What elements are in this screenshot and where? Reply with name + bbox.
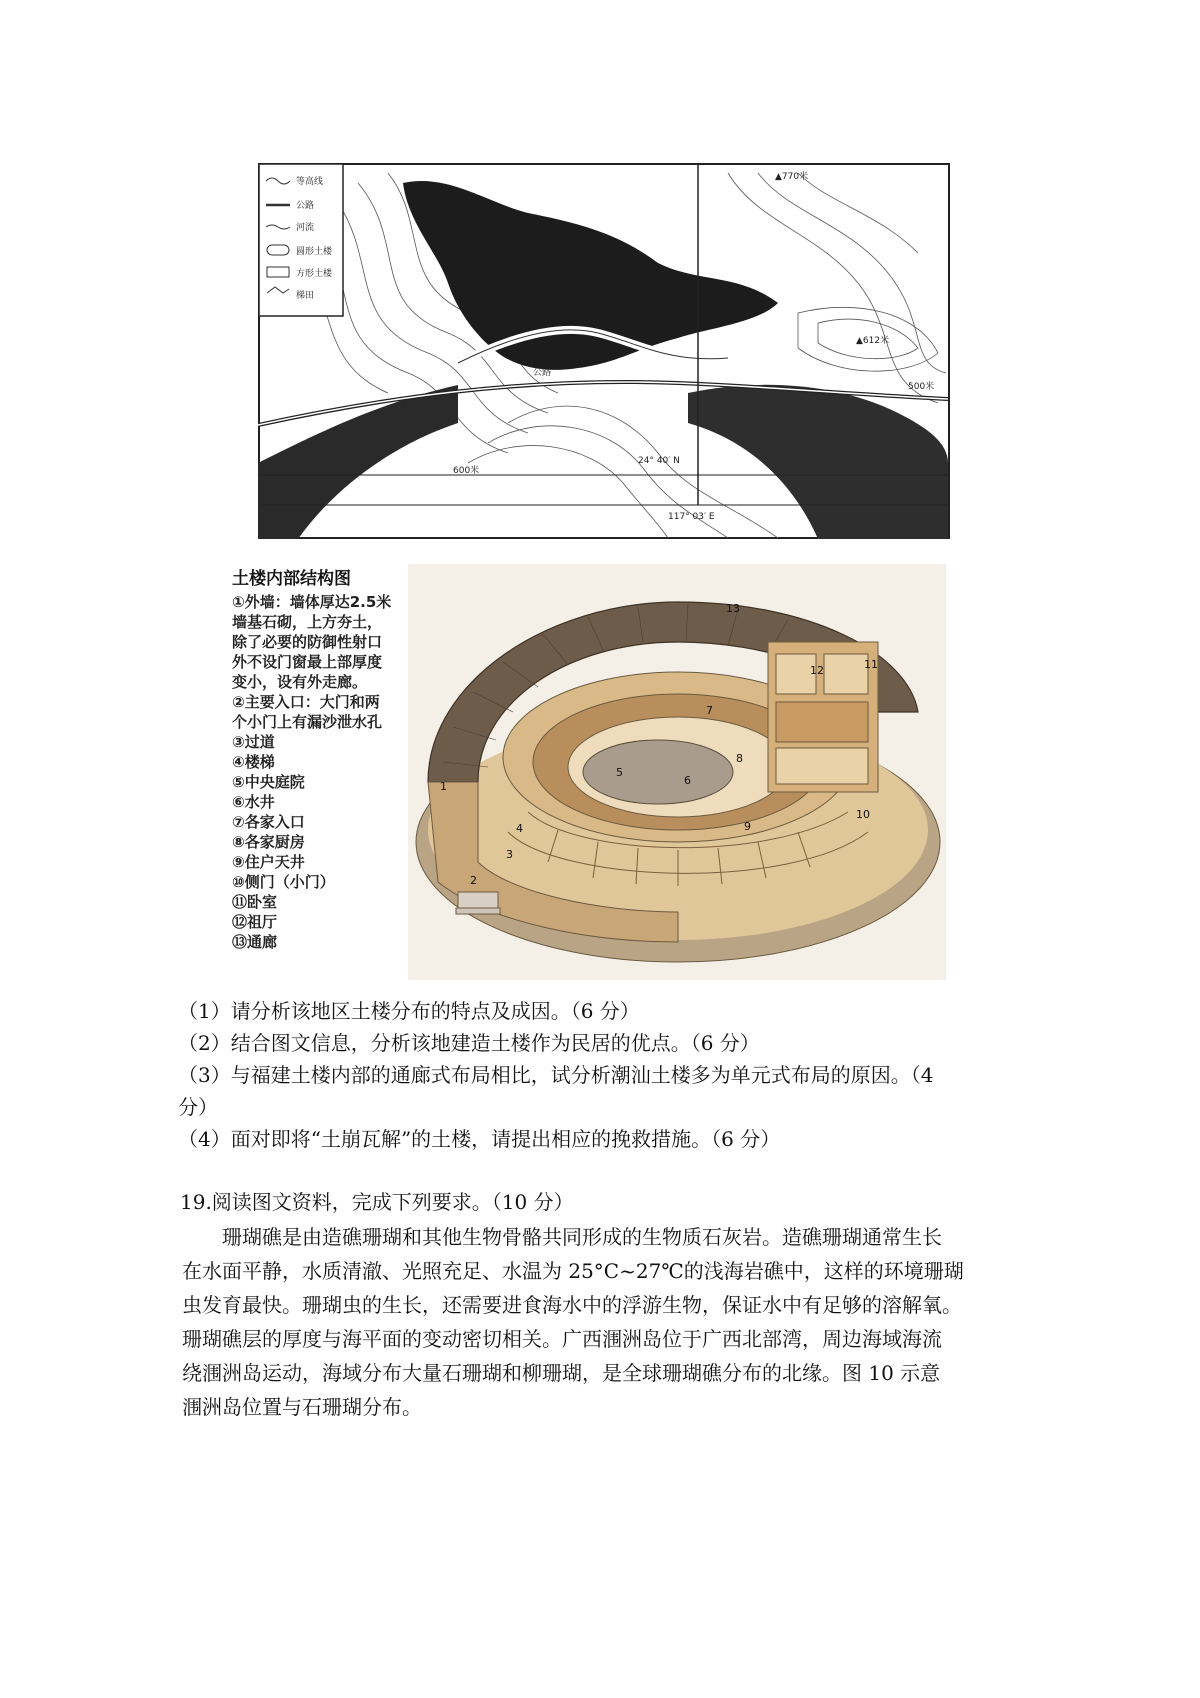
- marker-3: 3: [506, 848, 513, 861]
- cutaway-legend-line: ⑩侧门（小门）: [232, 873, 335, 891]
- cutaway-legend-line: 除了必要的防御性射口: [232, 633, 383, 651]
- topographic-map-figure: [258, 163, 950, 539]
- legend-contour: 等高线: [296, 177, 324, 187]
- longitude-label: 117° 03′ E: [668, 512, 715, 522]
- cutaway-legend-line: 墙基石砌，上方夯土，: [232, 613, 383, 631]
- cutaway-legend-line: ④楼梯: [232, 753, 275, 771]
- paragraph-line: 在水面平静，水质清澈、光照充足、水温为 25°C~27℃的浅海岩礁中，这样的环境珊瑚: [182, 1259, 964, 1283]
- legend-round-tulou: 圆形土楼: [296, 247, 333, 257]
- cutaway-legend-line: ③过道: [232, 733, 275, 751]
- legend-terrace: 梯田: [296, 291, 315, 301]
- paragraph-line: 涠洲岛位置与石珊瑚分布。: [182, 1395, 422, 1419]
- marker-10: 10: [856, 808, 870, 821]
- marker-6: 6: [684, 774, 691, 787]
- cutaway-legend-line: ⑫祖厅: [232, 913, 278, 931]
- question-4: （4）面对即将“土崩瓦解”的土楼，请提出相应的挽救措施。（6 分）: [178, 1127, 781, 1151]
- marker-5: 5: [616, 766, 623, 779]
- marker-7: 7: [706, 704, 713, 717]
- tulou-cutaway-figure: [228, 562, 948, 982]
- cutaway-legend-line: ⑪卧室: [232, 893, 278, 911]
- cutaway-legend: [232, 593, 391, 951]
- question-3-continued: 分）: [178, 1095, 218, 1119]
- section-19-heading: 19.阅读图文资料，完成下列要求。（10 分）: [180, 1190, 574, 1214]
- paragraph-line: 虫发育最快。珊瑚虫的生长，还需要进食海水中的浮游生物，保证水中有足够的溶解氧。: [182, 1293, 962, 1317]
- cutaway-legend-line: ②主要入口：大门和两: [232, 693, 380, 711]
- question-2: （2）结合图文信息，分析该地建造土楼作为民居的优点。（6 分）: [178, 1031, 760, 1055]
- marker-13: 13: [726, 602, 740, 615]
- cutaway-svg: [228, 562, 948, 982]
- legend-square-tulou: 方形土楼: [296, 269, 333, 279]
- marker-9: 9: [744, 820, 751, 833]
- cutaway-legend-line: 变小，设有外走廊。: [232, 673, 368, 691]
- paragraph-line: 珊瑚礁是由造礁珊瑚和其他生物骨骼共同形成的生物质石灰岩。造礁珊瑚通常生长: [182, 1225, 942, 1249]
- marker-4: 4: [516, 822, 523, 835]
- question-3: （3）与福建土楼内部的通廊式布局相比，试分析潮汕土楼多为单元式布局的原因。（4: [178, 1063, 934, 1087]
- question-1: （1）请分析该地区土楼分布的特点及成因。（6 分）: [178, 999, 640, 1023]
- cutaway-legend-line: ⑧各家厨房: [232, 833, 305, 851]
- map-svg: [258, 163, 950, 539]
- paragraph-line: 珊瑚礁层的厚度与海平面的变动密切相关。广西涠洲岛位于广西北部湾，周边海域海流: [182, 1327, 942, 1351]
- latitude-label: 24° 40′ N: [638, 456, 680, 466]
- cutaway-legend-line: ⑦各家入口: [232, 813, 305, 831]
- marker-2: 2: [470, 874, 477, 887]
- cutaway-legend-line: ⑤中央庭院: [232, 773, 305, 791]
- peak-612-label: ▲612米: [856, 336, 890, 346]
- legend-road: 公路: [296, 201, 315, 211]
- cutaway-title: 土楼内部结构图: [232, 569, 351, 589]
- marker-11: 11: [864, 658, 878, 671]
- tulou-illustration: [408, 564, 946, 980]
- marker-1: 1: [440, 780, 447, 793]
- cutaway-legend-line: ⑨住户天井: [232, 853, 305, 871]
- marker-8: 8: [736, 752, 743, 765]
- map-legend: [259, 164, 343, 316]
- legend-river: 河流: [296, 223, 315, 233]
- paragraph-line: 绕涠洲岛运动，海域分布大量石珊瑚和柳珊瑚，是全球珊瑚礁分布的北缘。图 10 示意: [182, 1361, 941, 1385]
- contour-600-label: 600米: [453, 466, 480, 476]
- section-19-paragraph: [182, 1220, 1022, 1424]
- road-label: 公路: [533, 368, 552, 378]
- cutaway-legend-line: ⑬通廊: [232, 933, 278, 951]
- contour-500-label: 500米: [908, 382, 935, 392]
- cutaway-legend-line: ⑥水井: [232, 793, 275, 811]
- cutaway-legend-line: 个小门上有漏沙泄水孔: [232, 713, 383, 731]
- peak-770-label: ▲770米: [775, 172, 809, 182]
- marker-12: 12: [810, 664, 824, 677]
- cutaway-legend-line: 外不设门窗最上部厚度: [232, 653, 383, 671]
- cutaway-legend-line: ①外墙：墙体厚达2.5米: [232, 593, 392, 611]
